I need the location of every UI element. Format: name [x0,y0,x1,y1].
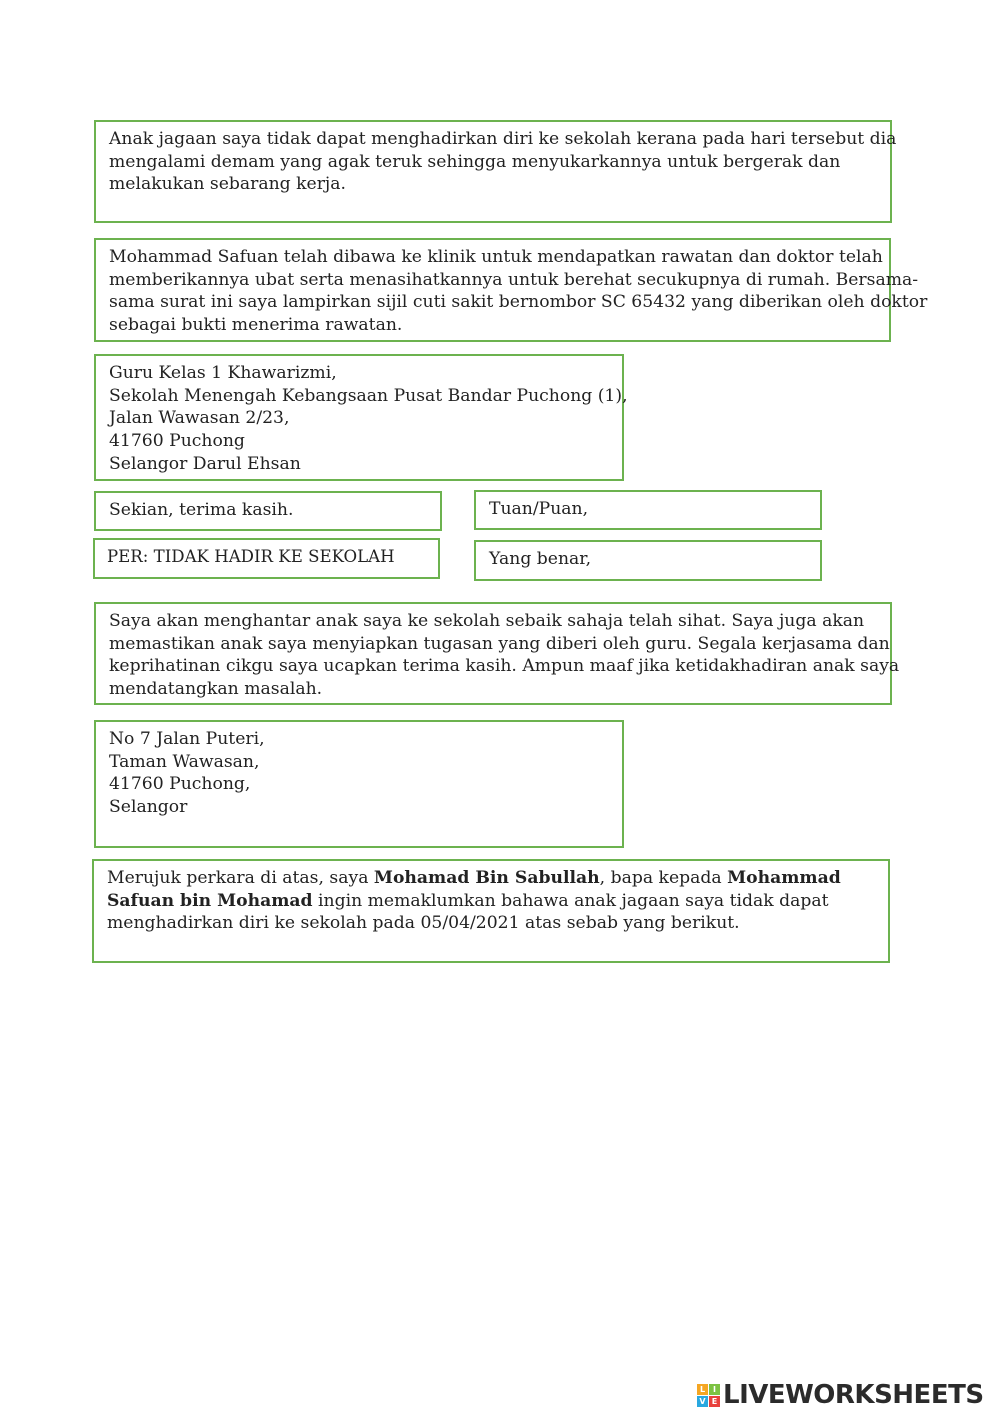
address-line: No 7 Jalan Puteri, [109,729,265,749]
card-line: Saya akan menghantar anak saya ke sekolah sebaik sahaja telah sihat. Saya juga akan [109,611,865,631]
card-line: sama surat ini saya lampirkan sijil cuti sakit bernombor SC 65432 yang diberikan oleh doktor [109,292,928,313]
parent-name: Mohamad Bin Sabullah [373,868,600,888]
card-text: Tuan/Puan, [489,499,589,519]
card-closing-thanks[interactable] [94,491,442,531]
card-opening[interactable] [92,859,890,963]
address-line: Sekolah Menengah Kebangsaan Pusat Bandar Puchong (1), [109,385,628,406]
card-salutation[interactable] [474,490,822,530]
address-line: 41760 Puchong, [109,774,251,795]
card-line: mengalami demam yang agak teruk sehingga menyukarkannya untuk bergerak dan [109,151,841,172]
opening-text: , bapa kepada [599,868,728,888]
card-clinic-treatment[interactable] [94,238,928,342]
card-subject[interactable] [93,538,440,579]
card-line: memastikan anak saya menyiapkan tugasan yang diberi oleh guru. Segala kerjasama dan [109,633,890,654]
card-sender-address[interactable] [94,720,624,848]
card-line: Mohammad Safuan telah dibawa ke klinik untuk mendapatkan rawatan dan doktor telah [109,247,883,267]
card-line: sebagai bukti menerima rawatan. [109,315,403,336]
card-line: melakukan sebarang kerja. [109,174,346,195]
card-line: keprihatinan cikgu saya ucapkan terima kasih. Ampun maaf jika ketidakhadiran anak saya [109,656,900,677]
card-sign-off[interactable] [474,540,822,581]
address-line: Taman Wawasan, [109,751,260,772]
address-line: Selangor Darul Ehsan [109,453,301,474]
logo-tile: V [697,1396,708,1407]
logo-tile: I [709,1384,720,1395]
logo-text: LIVEWORKSHEETS [723,1380,984,1410]
card-reason-fever[interactable] [94,120,897,223]
child-name: Mohammad Safuan bin Mohamad [107,868,841,911]
opening-text: ingin memaklumkan bahawa anak jagaan saya tidak dapat menghadirkan diri ke sekolah pada 05/04/2021 atas sebab yang berikut. [107,890,829,934]
card-line: Anak jagaan saya tidak dapat menghadirkan diri ke sekolah kerana pada hari tersebut dia [109,129,897,149]
address-line: Guru Kelas 1 Khawarizmi, [109,363,337,383]
card-promise[interactable] [94,602,900,705]
opening-paragraph [107,867,876,935]
address-line: Selangor [109,797,188,818]
logo-tiles-icon [697,1384,720,1407]
opening-text: Merujuk perkara di atas, saya [107,868,374,888]
card-recipient-address[interactable] [94,354,628,481]
logo-tile: E [709,1396,720,1407]
logo-tile: L [697,1384,708,1395]
card-line: memberikannya ubat serta menasihatkannya untuk berehat secukupnya di rumah. Bersama- [109,269,919,290]
address-line: Jalan Wawasan 2/23, [109,408,290,429]
address-line: 41760 Puchong [109,431,245,452]
card-text: Yang benar, [489,549,592,569]
liveworksheets-logo [697,1378,984,1412]
card-text: Sekian, terima kasih. [109,500,294,520]
card-line: mendatangkan masalah. [109,679,323,700]
card-text: PER: TIDAK HADIR KE SEKOLAH [107,547,395,566]
